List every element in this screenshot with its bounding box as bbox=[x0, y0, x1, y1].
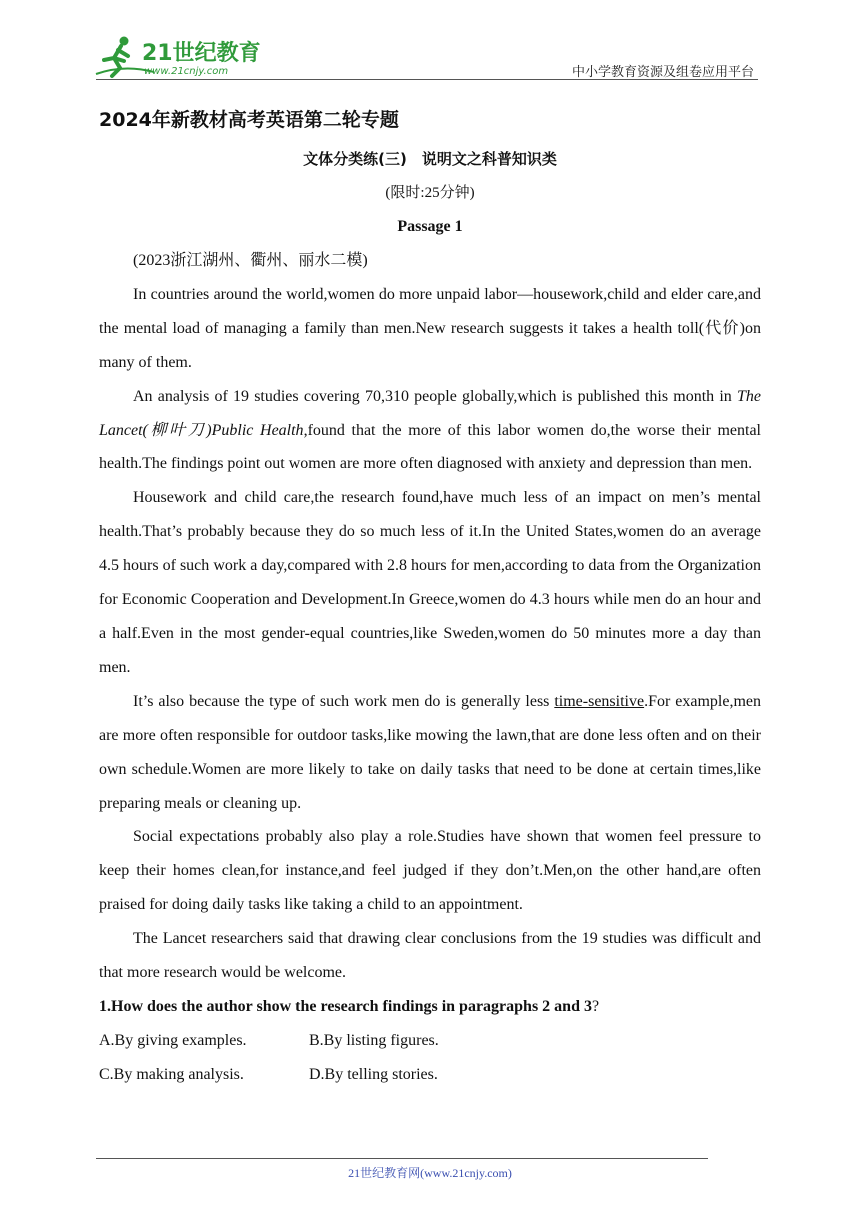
doc-title: 2024年新教材高考英语第二轮专题 bbox=[99, 109, 399, 131]
time-limit: (限时:25分钟) bbox=[385, 185, 475, 201]
option-d: D.By telling stories. bbox=[309, 1065, 438, 1083]
p4-text-a: It’s also because the type of such work men do is generally less bbox=[133, 692, 555, 710]
paragraph-5: Social expectations probably also play a role.Studies have shown that women feel pressure to keep their homes clean,for instance,and feel judged if they don’t.Men,on the other hand,are often praised for doing daily tasks like taking a child to an appointment. bbox=[99, 828, 761, 914]
paragraph-1: In countries around the world,women do more unpaid labor—housework,child and elder care,and the mental load of managing a family than men.New research suggests it takes a health toll(代价)on many of them. bbox=[99, 285, 761, 371]
question-mark: ? bbox=[591, 997, 600, 1015]
paragraph-3: Housework and child care,the research found,have much less of an impact on men’s mental health.That’s probably because they do so much less of it.In the United States,women do an average 4.5 hours of such work a day,compared with 2.8 hours for men,according to data from the Organization for Economic Cooperation and Development.In Greece,women do 4.3 hours while men do an hour and a half.Even in the most gender-equal countries,like Sweden,women do 50 minutes more a day than men. bbox=[99, 489, 761, 676]
question-1 bbox=[99, 990, 761, 1024]
logo bbox=[94, 34, 264, 80]
header-divider bbox=[96, 79, 758, 80]
options-row-1 bbox=[99, 1024, 761, 1058]
doc-subtitle: 文体分类练(三) 说明文之科普知识类 bbox=[303, 150, 557, 168]
p2-journal-sub: Public Health bbox=[211, 421, 304, 439]
logo-text: 21世纪教育 bbox=[142, 41, 261, 66]
options-row-2 bbox=[99, 1058, 761, 1092]
paragraph-2 bbox=[99, 380, 761, 482]
question-text: .How does the author show the research findings in paragraphs 2 and 3 bbox=[107, 997, 592, 1015]
p2-journal-cn: (柳叶刀) bbox=[142, 421, 212, 439]
paragraph-6: The Lancet researchers said that drawing clear conclusions from the 19 studies was difficult and that more research would be welcome. bbox=[99, 930, 761, 982]
p2-text-b: ,found that the more of this labor women do,the worse their mental health.The findings point out women are more often diagnosed with anxiety and depression than men. bbox=[99, 421, 762, 473]
header-slogan: 中小学教育资源及组卷应用平台 bbox=[571, 65, 754, 80]
footer-divider bbox=[96, 1158, 708, 1159]
question-number: 1 bbox=[99, 997, 107, 1015]
p2-text-a: An analysis of 19 studies covering 70,310 people globally,which is published this month in bbox=[133, 387, 737, 405]
passage-heading: Passage 1 bbox=[397, 218, 463, 235]
p2-journal: The Lancet bbox=[99, 387, 761, 439]
underlined-term: time-sensitive bbox=[554, 692, 645, 710]
option-c: C.By making analysis. bbox=[99, 1065, 244, 1083]
footer-link[interactable]: 21世纪教育网(www.21cnjy.com) bbox=[348, 1166, 512, 1180]
source-line: (2023浙江湖州、衢州、丽水二模) bbox=[133, 252, 368, 269]
option-b: B.By listing figures. bbox=[309, 1031, 439, 1049]
paragraph-4 bbox=[99, 685, 761, 821]
option-a: A.By giving examples. bbox=[99, 1031, 247, 1049]
page-header bbox=[0, 0, 860, 90]
document-body bbox=[99, 104, 761, 1092]
p4-text-b: .For example,men are more often responsible for outdoor tasks,like mowing the lawn,that are done less often and on their own schedule.Women are more likely to take on daily tasks that need to be done at certain times,like preparing meals or cleaning up. bbox=[99, 692, 761, 812]
logo-url: www.21cnjy.com bbox=[144, 66, 229, 77]
